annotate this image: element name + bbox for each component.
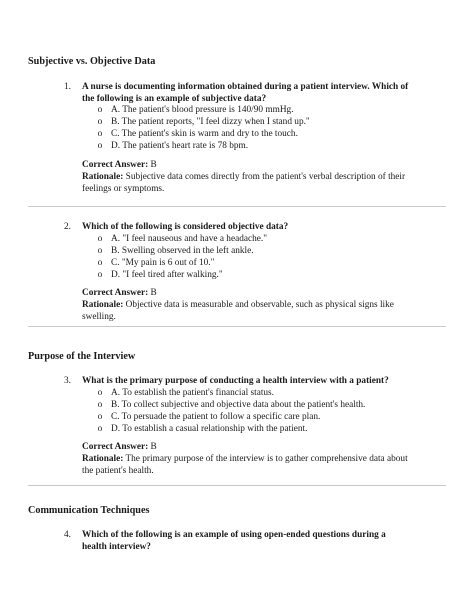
correct-answer-value: B (150, 442, 157, 452)
question-number: 1. (64, 82, 71, 92)
correct-answer (82, 287, 157, 299)
option-text: D. To establish a casual relationship with the patient. (111, 424, 308, 434)
section-title: Subjective vs. Objective Data (28, 56, 156, 67)
rationale-text: Objective data is measurable and observable, such as physical signs like swelling. (82, 300, 394, 322)
option-bullet: o (97, 412, 103, 422)
rationale (82, 453, 412, 477)
option-text: A. To establish the patient's financial status. (111, 388, 274, 398)
option-bullet: o (97, 388, 103, 398)
option-text: D. "I feel tired after walking." (111, 270, 223, 280)
question-number: 2. (64, 222, 71, 232)
option-bullet: o (97, 246, 103, 256)
option-text: B. The patient reports, "I feel dizzy when I stand up." (111, 117, 310, 127)
rationale (82, 171, 412, 195)
option-bullet: o (97, 105, 103, 115)
option-bullet: o (97, 258, 103, 268)
section-title: Purpose of the Interview (28, 351, 136, 362)
correct-answer-value: B (150, 160, 157, 170)
divider (28, 206, 446, 207)
question-number: 3. (64, 376, 71, 386)
option-text: B. To collect subjective and objective data about the patient's health. (111, 400, 366, 410)
option-text: A. "I feel nauseous and have a headache." (111, 234, 268, 244)
question-text: What is the primary purpose of conducting a health interview with a patient? (82, 376, 389, 386)
option-text: D. The patient's heart rate is 78 bpm. (111, 141, 249, 151)
option-text: C. "My pain is 6 out of 10." (111, 258, 215, 268)
option-bullet: o (97, 141, 103, 151)
rationale-label: Rationale: (82, 300, 124, 310)
rationale-label: Rationale: (82, 172, 124, 182)
rationale-text: The primary purpose of the interview is to gather comprehensive data about the patient's health. (82, 454, 408, 476)
question-text: Which of the following is considered objective data? (82, 222, 289, 232)
rationale-label: Rationale: (82, 454, 124, 464)
option-bullet: o (97, 400, 103, 410)
section-title: Communication Techniques (28, 505, 150, 516)
correct-answer (82, 159, 157, 171)
divider (28, 485, 446, 486)
option-bullet: o (97, 117, 103, 127)
correct-answer-value: B (150, 288, 157, 298)
question-text: A nurse is documenting information obtained during a patient interview. Which of the following is an example of subjective data? (82, 82, 409, 104)
option-bullet: o (97, 424, 103, 434)
option-text: C. To persuade the patient to follow a specific care plan. (111, 412, 321, 422)
correct-answer (82, 441, 157, 453)
correct-answer-label: Correct Answer: (82, 442, 149, 452)
option-text: B. Swelling observed in the left ankle. (111, 246, 254, 256)
divider (28, 326, 446, 327)
option-text: C. The patient's skin is warm and dry to the touch. (111, 129, 298, 139)
rationale (82, 299, 412, 323)
option-bullet: o (97, 129, 103, 139)
correct-answer-label: Correct Answer: (82, 160, 149, 170)
question-number: 4. (64, 530, 71, 540)
option-bullet: o (97, 234, 103, 244)
question-text: Which of the following is an example of using open-ended questions during a health interview? (82, 530, 386, 552)
option-text: A. The patient's blood pressure is 140/90 mmHg. (111, 105, 294, 115)
rationale-text: Subjective data comes directly from the patient's verbal description of their feelings or symptoms. (82, 172, 406, 194)
option-bullet: o (97, 270, 103, 280)
correct-answer-label: Correct Answer: (82, 288, 149, 298)
